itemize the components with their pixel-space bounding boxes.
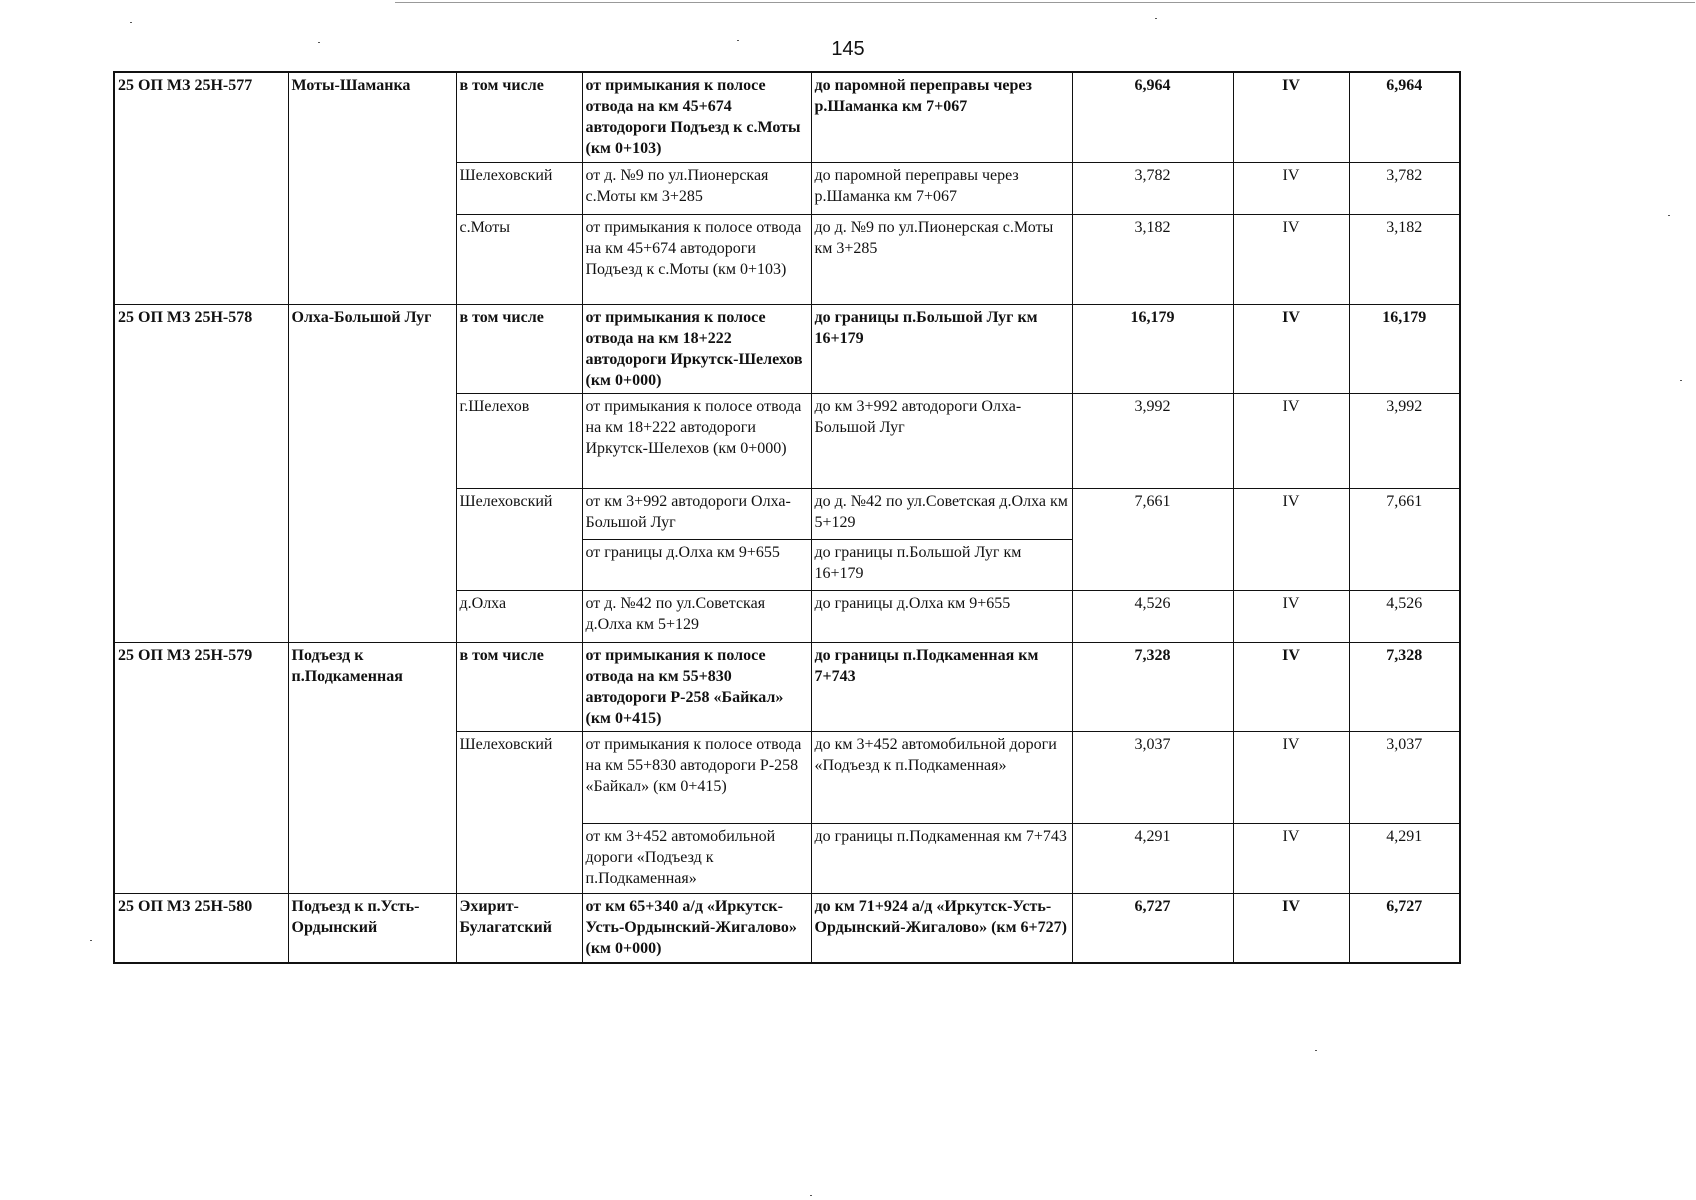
- length-total: 3,037: [1349, 731, 1460, 823]
- start-point: от примыкания к полосе отвода на км 45+674 автодороги Подъезд к с.Моты (км 0+103): [582, 214, 811, 304]
- length-total: 6,727: [1349, 893, 1460, 963]
- table-row: [114, 642, 1460, 731]
- end-point: до д. №9 по ул.Пионерская с.Моты км 3+285: [811, 214, 1072, 304]
- category: IV: [1233, 642, 1349, 731]
- table-row: [114, 893, 1460, 963]
- start-point: от км 65+340 а/д «Иркутск-Усть-Ордынский-Жигалово» (км 0+000): [582, 893, 811, 963]
- length: 7,328: [1072, 642, 1233, 731]
- category: IV: [1233, 731, 1349, 823]
- roads-table: [113, 71, 1461, 964]
- district: Шелеховский: [456, 488, 582, 590]
- scan-speck: [130, 22, 132, 23]
- category: IV: [1233, 72, 1349, 162]
- scan-speck: [1155, 18, 1157, 19]
- length-total: 3,992: [1349, 393, 1460, 488]
- category: IV: [1233, 590, 1349, 642]
- road-code: 25 ОП МЗ 25Н-577: [114, 72, 288, 304]
- district: Шелеховский: [456, 731, 582, 893]
- start-point: от примыкания к полосе отвода на км 45+674 автодороги Подъезд к с.Моты (км 0+103): [582, 72, 811, 162]
- length-total: 3,782: [1349, 162, 1460, 214]
- length-total: 6,964: [1349, 72, 1460, 162]
- table-row: [114, 304, 1460, 393]
- length: 6,964: [1072, 72, 1233, 162]
- end-point: до д. №42 по ул.Советская д.Олха км 5+129: [811, 488, 1072, 539]
- length: 4,291: [1072, 823, 1233, 893]
- road-name: Подъезд к п.Подкаменная: [288, 642, 456, 893]
- start-point: от км 3+452 автомобильной дороги «Подъезд к п.Подкаменная»: [582, 823, 811, 893]
- scan-top-line: [395, 2, 1695, 3]
- road-name: Подъезд к п.Усть-Ордынский: [288, 893, 456, 963]
- end-point: до км 3+452 автомобильной дороги «Подъезд к п.Подкаменная»: [811, 731, 1072, 823]
- length-total: 7,661: [1349, 488, 1460, 590]
- end-point: до границы п.Подкаменная км 7+743: [811, 642, 1072, 731]
- end-point: до км 3+992 автодороги Олха-Большой Луг: [811, 393, 1072, 488]
- district: д.Олха: [456, 590, 582, 642]
- district: с.Моты: [456, 214, 582, 304]
- end-point: до паромной переправы через р.Шаманка км 7+067: [811, 162, 1072, 214]
- end-point: до км 71+924 а/д «Иркутск-Усть-Ордынский-Жигалово» (км 6+727): [811, 893, 1072, 963]
- length-total: 3,182: [1349, 214, 1460, 304]
- road-name: Олха-Большой Луг: [288, 304, 456, 642]
- category: IV: [1233, 162, 1349, 214]
- scan-speck: [1680, 380, 1682, 381]
- start-point: от д. №42 по ул.Советская д.Олха км 5+129: [582, 590, 811, 642]
- length: 3,782: [1072, 162, 1233, 214]
- scan-speck: [810, 1195, 812, 1196]
- end-point: до границы п.Большой Луг км 16+179: [811, 304, 1072, 393]
- length: 3,037: [1072, 731, 1233, 823]
- district: в том числе: [456, 304, 582, 393]
- page-number: 145: [831, 38, 865, 60]
- road-code: 25 ОП МЗ 25Н-580: [114, 893, 288, 963]
- category: IV: [1233, 393, 1349, 488]
- district: Эхирит-Булагатский: [456, 893, 582, 963]
- category: IV: [1233, 304, 1349, 393]
- start-point: от км 3+992 автодороги Олха-Большой Луг: [582, 488, 811, 539]
- scan-speck: [737, 40, 739, 41]
- end-point: до границы д.Олха км 9+655: [811, 590, 1072, 642]
- start-point: от границы д.Олха км 9+655: [582, 539, 811, 590]
- length: 3,992: [1072, 393, 1233, 488]
- category: IV: [1233, 214, 1349, 304]
- scan-speck: [1315, 1050, 1317, 1051]
- scan-speck: [90, 940, 92, 941]
- start-point: от д. №9 по ул.Пионерская с.Моты км 3+285: [582, 162, 811, 214]
- length-total: 4,526: [1349, 590, 1460, 642]
- end-point: до границы п.Большой Луг км 16+179: [811, 539, 1072, 590]
- scan-speck: [318, 42, 320, 43]
- road-name: Моты-Шаманка: [288, 72, 456, 304]
- start-point: от примыкания к полосе отвода на км 18+222 автодороги Иркутск-Шелехов (км 0+000): [582, 393, 811, 488]
- end-point: до паромной переправы через р.Шаманка км 7+067: [811, 72, 1072, 162]
- scan-speck: [1668, 215, 1670, 216]
- end-point: до границы п.Подкаменная км 7+743: [811, 823, 1072, 893]
- length: 4,526: [1072, 590, 1233, 642]
- length-total: 7,328: [1349, 642, 1460, 731]
- road-code: 25 ОП МЗ 25Н-578: [114, 304, 288, 642]
- start-point: от примыкания к полосе отвода на км 55+830 автодороги Р-258 «Байкал» (км 0+415): [582, 731, 811, 823]
- district: Шелеховский: [456, 162, 582, 214]
- length-total: 4,291: [1349, 823, 1460, 893]
- length: 6,727: [1072, 893, 1233, 963]
- category: IV: [1233, 893, 1349, 963]
- start-point: от примыкания к полосе отвода на км 55+830 автодороги Р-258 «Байкал» (км 0+415): [582, 642, 811, 731]
- category: IV: [1233, 823, 1349, 893]
- road-code: 25 ОП МЗ 25Н-579: [114, 642, 288, 893]
- table-row: [114, 72, 1460, 162]
- length: 16,179: [1072, 304, 1233, 393]
- category: IV: [1233, 488, 1349, 590]
- district: в том числе: [456, 72, 582, 162]
- district: в том числе: [456, 642, 582, 731]
- start-point: от примыкания к полосе отвода на км 18+222 автодороги Иркутск-Шелехов (км 0+000): [582, 304, 811, 393]
- district: г.Шелехов: [456, 393, 582, 488]
- length: 3,182: [1072, 214, 1233, 304]
- length-total: 16,179: [1349, 304, 1460, 393]
- length: 7,661: [1072, 488, 1233, 590]
